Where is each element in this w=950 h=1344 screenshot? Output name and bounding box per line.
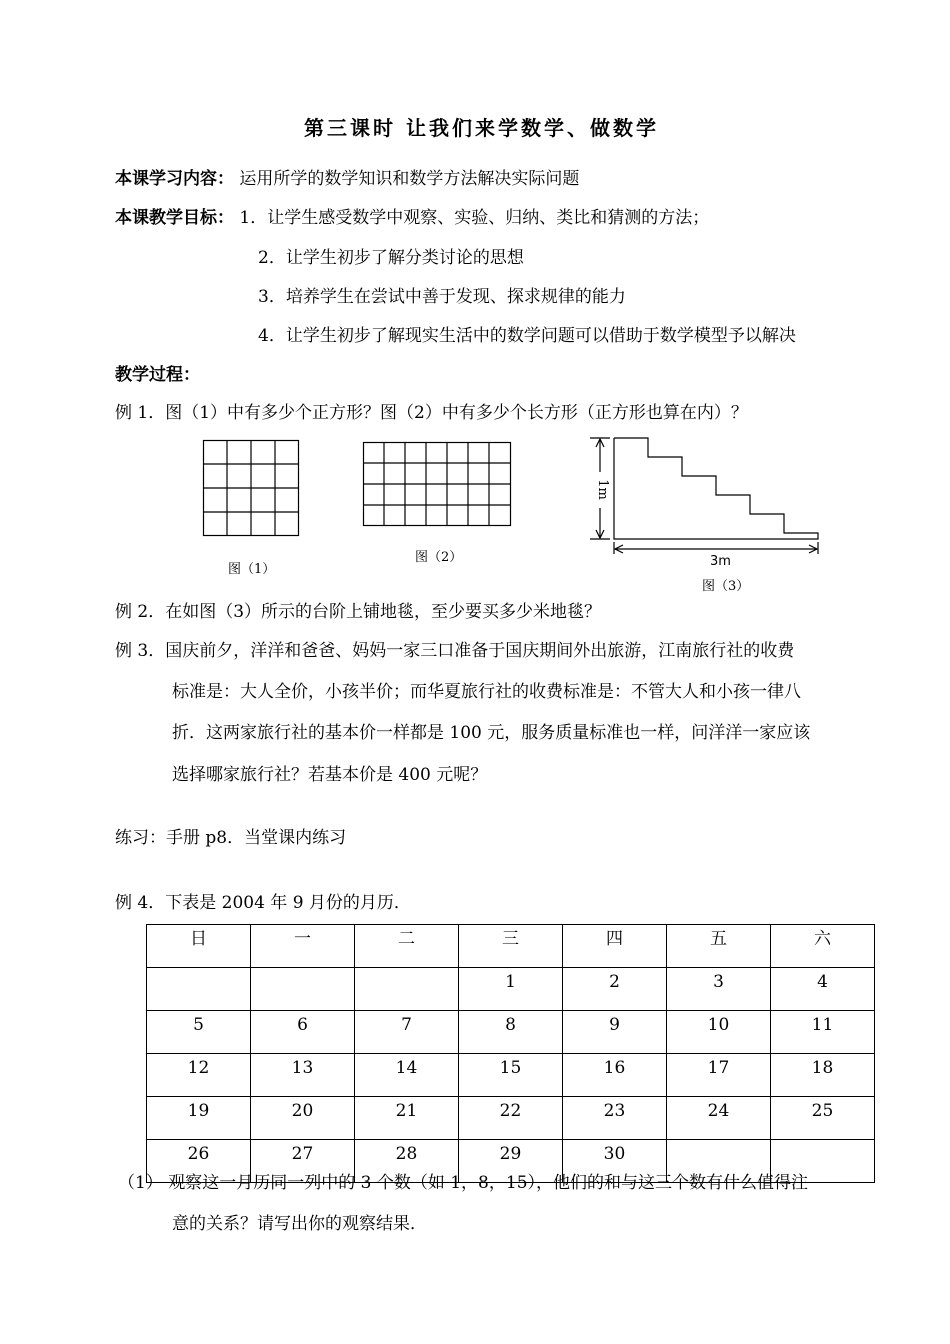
calendar-cell: 1	[459, 968, 563, 1011]
calendar-cell: 28	[355, 1140, 459, 1183]
calendar-cell	[355, 968, 459, 1011]
calendar-cell: 25	[771, 1097, 875, 1140]
calendar-cell: 23	[563, 1097, 667, 1140]
goal-item: 3．培养学生在尝试中善于发现、探求规律的能力	[258, 287, 626, 307]
height-label: 1m	[594, 479, 610, 500]
calendar-cell: 17	[667, 1054, 771, 1097]
example-2: 例 2．在如图（3）所示的台阶上铺地毯，至少要买多少米地毯？	[115, 602, 602, 622]
calendar-header-cell: 三	[459, 925, 563, 968]
calendar-cell: 8	[459, 1011, 563, 1054]
figure-1-grid	[203, 440, 299, 536]
calendar-header-cell: 六	[771, 925, 875, 968]
figure-3-caption: 图（3）	[702, 579, 750, 594]
content-line	[115, 164, 579, 189]
example-1: 例 1．图（1）中有多少个正方形？图（2）中有多少个长方形（正方形也算在内）？	[115, 403, 748, 423]
calendar-row	[147, 1097, 875, 1140]
calendar-header-row	[147, 925, 875, 968]
page-title: 第三课时 让我们来学数学、做数学	[304, 116, 659, 140]
calendar-cell: 29	[459, 1140, 563, 1183]
content-text: 运用所学的数学知识和数学方法解决实际问题	[239, 169, 580, 189]
figure-2-caption: 图（2）	[415, 550, 463, 565]
calendar-cell: 9	[563, 1011, 667, 1054]
calendar-row	[147, 968, 875, 1011]
calendar-cell: 6	[251, 1011, 355, 1054]
calendar-row	[147, 1011, 875, 1054]
example-3-line: 例 3．国庆前夕，洋洋和爸爸、妈妈一家三口准备于国庆期间外出旅游，江南旅行社的收费	[115, 641, 795, 661]
figure-1-caption: 图（1）	[228, 562, 276, 577]
goal-item: 4．让学生初步了解现实生活中的数学问题可以借助于数学模型予以解决	[258, 326, 796, 346]
calendar-cell: 14	[355, 1054, 459, 1097]
goals-line-1	[115, 203, 709, 228]
calendar-cell	[147, 968, 251, 1011]
figure-2-grid	[363, 442, 511, 526]
calendar-header-cell: 日	[147, 925, 251, 968]
calendar-cell: 11	[771, 1011, 875, 1054]
example-4: 例 4．下表是 2004 年 9 月份的月历．	[115, 893, 411, 913]
figure-3-staircase	[580, 430, 830, 560]
calendar-cell: 13	[251, 1054, 355, 1097]
content-label: 本课学习内容：	[115, 169, 234, 189]
calendar-cell: 16	[563, 1054, 667, 1097]
calendar-header-cell: 五	[667, 925, 771, 968]
calendar-cell: 20	[251, 1097, 355, 1140]
calendar-cell	[251, 968, 355, 1011]
calendar-cell: 2	[563, 968, 667, 1011]
calendar-cell: 21	[355, 1097, 459, 1140]
calendar-cell: 26	[147, 1140, 251, 1183]
calendar-row	[147, 1054, 875, 1097]
calendar-cell: 27	[251, 1140, 355, 1183]
calendar-cell: 4	[771, 968, 875, 1011]
goals-label: 本课教学目标：	[115, 208, 234, 228]
process-label: 教学过程：	[115, 365, 200, 385]
calendar-cell: 30	[563, 1140, 667, 1183]
calendar-cell: 12	[147, 1054, 251, 1097]
practice-line: 练习：手册 p8．当堂课内练习	[115, 828, 347, 848]
width-label: 3m	[710, 554, 731, 569]
question-1-line: （1） 观察这一月历同一列中的 3 个数（如 1，8，15），他们的和与这三个数有什么值得注	[118, 1173, 809, 1193]
calendar-cell: 19	[147, 1097, 251, 1140]
example-3-line: 选择哪家旅行社？若基本价是 400 元呢？	[172, 765, 488, 785]
goal-item: 1．让学生感受数学中观察、实验、归纳、类比和猜测的方法；	[239, 208, 710, 228]
calendar-table	[146, 924, 875, 1183]
calendar-cell: 10	[667, 1011, 771, 1054]
calendar-cell: 3	[667, 968, 771, 1011]
calendar-cell: 24	[667, 1097, 771, 1140]
calendar-header-cell: 四	[563, 925, 667, 968]
calendar-cell: 22	[459, 1097, 563, 1140]
calendar-header-cell: 二	[355, 925, 459, 968]
calendar-cell: 18	[771, 1054, 875, 1097]
calendar-header-cell: 一	[251, 925, 355, 968]
calendar-cell: 15	[459, 1054, 563, 1097]
calendar-cell: 7	[355, 1011, 459, 1054]
calendar-cell: 5	[147, 1011, 251, 1054]
example-3-line: 标准是：大人全价，小孩半价；而华夏旅行社的收费标准是：不管大人和小孩一律八	[172, 682, 801, 702]
example-3-line: 折．这两家旅行社的基本价一样都是 100 元，服务质量标准也一样，问洋洋一家应该	[172, 723, 811, 743]
goal-item: 2．让学生初步了解分类讨论的思想	[258, 248, 524, 268]
question-1-line: 意的关系？请写出你的观察结果．	[172, 1214, 427, 1234]
